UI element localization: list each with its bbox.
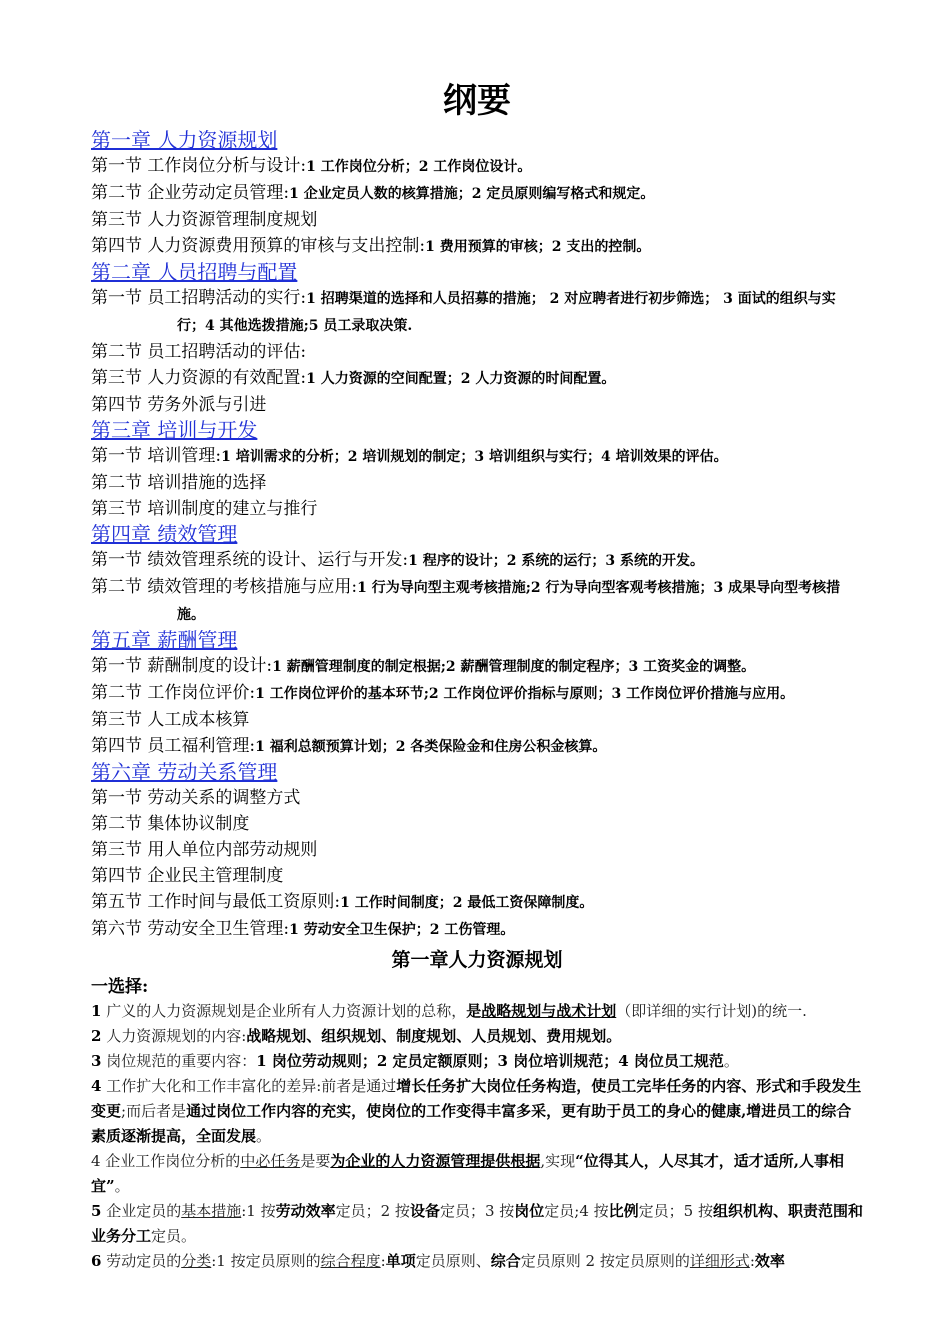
section-title: 第三节 人工成本核算 bbox=[91, 710, 250, 730]
section-line bbox=[91, 233, 863, 260]
section-line bbox=[91, 365, 863, 392]
section-line bbox=[91, 785, 863, 811]
chapter-heading[interactable]: 第一章 人力资源规划 bbox=[91, 128, 278, 152]
section-topics: 1 工作岗位分析；2 工作岗位设计。 bbox=[306, 159, 532, 175]
chapter1-heading: 第一章人力资源规划 bbox=[391, 949, 563, 971]
outline bbox=[91, 128, 863, 943]
item-4: 4 工作扩大化和工作丰富化的差异:前者是通过增长任务扩大岗位任务构造，使员工完毕任务的内容、形式和手段发生变更;而后者是通过岗位工作内容的充实，使岗位的工作变得丰富多采，更有助于员工的身心的健康,增进员工的综合素质逐渐提高，全面发展。 bbox=[91, 1077, 862, 1145]
chapter-heading[interactable]: 第三章 培训与开发 bbox=[91, 418, 258, 442]
section-line bbox=[91, 653, 863, 680]
section-title: 第二节 集体协议制度 bbox=[91, 814, 250, 834]
section-title: 第四节 员工福利管理: bbox=[91, 736, 256, 756]
section-line bbox=[91, 180, 863, 207]
item-5: 4 企业工作岗位分析的中必任务是要为企业的人力资源管理提供根据,实现“位得其人，人尽其才，适才适所,人事相宜”。 bbox=[91, 1152, 844, 1195]
section-topics: 1 程序的设计；2 系统的运行；3 系统的开发。 bbox=[408, 553, 704, 569]
section-topics: 1 人力资源的空间配置；2 人力资源的时间配置。 bbox=[306, 371, 616, 387]
section-title: 第三节 培训制度的建立与推行 bbox=[91, 499, 318, 519]
page-title: 纲要 bbox=[443, 81, 511, 121]
section-topics: 1 薪酬管理制度的制定根据;2 薪酬管理制度的制定程序；3 工资奖金的调整。 bbox=[272, 659, 756, 675]
chapter-heading[interactable]: 第五章 薪酬管理 bbox=[91, 628, 238, 652]
section-line bbox=[91, 392, 863, 418]
section-line bbox=[91, 547, 863, 574]
section-line bbox=[91, 889, 863, 916]
section-line bbox=[91, 811, 863, 837]
section-topics: 1 费用预算的审核；2 支出的控制。 bbox=[425, 239, 651, 255]
chapter-heading[interactable]: 第四章 绩效管理 bbox=[91, 522, 238, 546]
section-title: 第三节 人力资源管理制度规划 bbox=[91, 210, 318, 230]
section-title: 第四节 企业民主管理制度 bbox=[91, 866, 284, 886]
section-topics: 1 行为导向型主观考核措施;2 行为导向型客观考核措施；3 成果导向型考核措施。 bbox=[177, 580, 841, 623]
section-title: 第二节 绩效管理的考核措施与应用: bbox=[91, 577, 358, 597]
item-2: 2 人力资源规划的内容:战略规划、组织规划、制度规划、人员规划、费用规划。 bbox=[91, 1027, 622, 1045]
chapter-heading[interactable]: 第六章 劳动关系管理 bbox=[91, 760, 278, 784]
section-line bbox=[91, 496, 863, 522]
section-line bbox=[91, 285, 863, 339]
item-7: 6 劳动定员的分类:1 按定员原则的综合程度:单项定员原则、综合定员原则 2 按定员原则的详细形式:效率 bbox=[91, 1252, 785, 1270]
section-title: 第三节 人力资源的有效配置: bbox=[91, 368, 307, 388]
section-line bbox=[91, 916, 863, 943]
section-title: 第四节 人力资源费用预算的审核与支出控制: bbox=[91, 236, 426, 256]
section-line bbox=[91, 574, 863, 628]
section-line bbox=[91, 863, 863, 889]
chapter-heading[interactable]: 第二章 人员招聘与配置 bbox=[91, 260, 298, 284]
section-topics: 1 福利总额预算计划；2 各类保险金和住房公积金核算。 bbox=[255, 739, 607, 755]
choice-title: 一选择: bbox=[91, 977, 149, 997]
section-line bbox=[91, 207, 863, 233]
section-title: 第一节 培训管理: bbox=[91, 446, 222, 466]
section-title: 第二节 工作岗位评价: bbox=[91, 683, 256, 703]
section-topics: 1 招聘渠道的选择和人员招募的措施； 2 对应聘者进行初步筛选； 3 面试的组织与实行；4 其他选拨措施;5 员工录取决策. bbox=[177, 291, 836, 334]
section-line bbox=[91, 153, 863, 180]
section-topics: 1 工作岗位评价的基本环节;2 工作岗位评价指标与原则；3 工作岗位评价措施与应用。 bbox=[255, 686, 795, 702]
section-title: 第一节 薪酬制度的设计: bbox=[91, 656, 273, 676]
section-title: 第五节 工作时间与最低工资原则: bbox=[91, 892, 341, 912]
section-topics: 1 工作时间制度；2 最低工资保障制度。 bbox=[340, 895, 594, 911]
section-title: 第二节 企业劳动定员管理: bbox=[91, 183, 290, 203]
section-line bbox=[91, 443, 863, 470]
section-line bbox=[91, 837, 863, 863]
section-title: 第一节 绩效管理系统的设计、运行与开发: bbox=[91, 550, 409, 570]
section-title: 第三节 用人单位内部劳动规则 bbox=[91, 840, 318, 860]
section-title: 第二节 培训措施的选择 bbox=[91, 473, 267, 493]
section-line bbox=[91, 733, 863, 760]
section-title: 第二节 员工招聘活动的评估: bbox=[91, 342, 307, 362]
section-line bbox=[91, 707, 863, 733]
item-3: 3 岗位规范的重要内容：1 岗位劳动规则；2 定员定额原则；3 岗位培训规范；4 岗位员工规范。 bbox=[91, 1052, 739, 1070]
section-title: 第一节 劳动关系的调整方式 bbox=[91, 788, 301, 808]
section-topics: 1 培训需求的分析；2 培训规划的制定；3 培训组织与实行；4 培训效果的评估。 bbox=[221, 449, 728, 465]
section-title: 第六节 劳动安全卫生管理: bbox=[91, 919, 290, 939]
section-line bbox=[91, 680, 863, 707]
item-6: 5 企业定员的基本措施:1 按劳动效率定员；2 按设备定员；3 按岗位定员;4 按比例定员；5 按组织机构、职责范围和业务分工定员。 bbox=[91, 1202, 863, 1245]
section-title: 第一节 工作岗位分析与设计: bbox=[91, 156, 307, 176]
section-line bbox=[91, 339, 863, 365]
item-1: 1 广义的人力资源规划是企业所有人力资源计划的总称，是战略规划与战术计划（即详细的实行计划)的统一. bbox=[91, 1002, 807, 1020]
section-title: 第四节 劳务外派与引进 bbox=[91, 395, 267, 415]
document-page bbox=[91, 78, 863, 1274]
section-topics: 1 企业定员人数的核算措施；2 定员原则编写格式和规定。 bbox=[289, 186, 655, 202]
section-topics: 1 劳动安全卫生保护；2 工伤管理。 bbox=[289, 922, 515, 938]
section-line bbox=[91, 470, 863, 496]
section-title: 第一节 员工招聘活动的实行: bbox=[91, 288, 307, 308]
